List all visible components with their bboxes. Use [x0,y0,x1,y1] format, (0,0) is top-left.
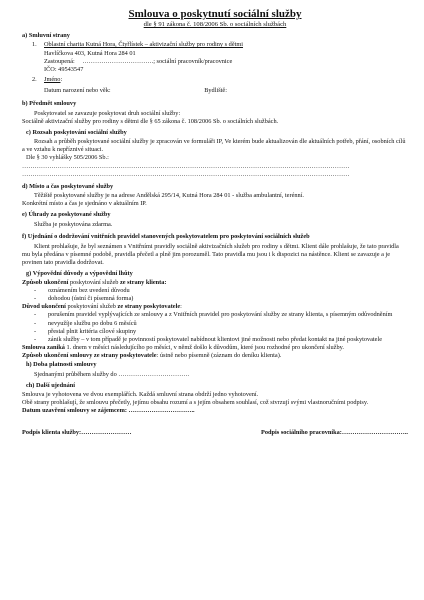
provider-end-method-label: Způsob ukončení smlouvy ze strany poskytovatele [22,352,157,360]
section-f-text: Klient prohlašuje, že byl seznámen s Vnitřními pravidly sociálně aktivizačních služeb pro rodiny s dětmi. Klient dále prohlašuje, že tato pravidla mu byla předána v písemné podobě, pravidla přečetl a plně jim porozuměl. Tato pravidla mu jsou i k dispozici na nástěnce. Klient se zavazuje a je povinen tato pravidla dodržovat. [22,242,399,267]
client-termination-intro [22,279,408,287]
section-a-heading: a) Smluvní strany [22,32,70,40]
contract-termination-label: Smlouva zaniká [22,344,65,352]
document-subtitle: dle § 91 zákona č. 108/2006 Sb. o sociálních službách [143,20,287,28]
party-1-number: 1. [32,41,37,49]
provider-termination-item: - porušením pravidel vyplývajících ze smlouvy a z Vnitřních pravidel pro poskytování služby ze strany klienta, s písemným odůvodněním [34,311,393,319]
residence-label: Bydliště: [204,87,227,95]
provider-end-method-text: : ústně nebo písemně (záznam do deníku klienta). [156,352,282,360]
provider-termination-item-text: porušením pravidel vyplývajících ze smlouvy a z Vnitřních pravidel pro poskytování služby ze strany klienta, s písemným odůvodněním [48,311,393,319]
party-2 [22,76,408,84]
section-h-text: Sjednanými průběhem služby do ……………………………. [34,370,190,378]
party-1-rep-role: sociální pracovník/pracovnice [156,57,233,65]
section-d-heading: d) Místo a čas poskytované služby [22,182,114,190]
provider-termination-intro-a: Důvod ukončení [22,303,66,311]
section-ch-text-1: Smlouva je vyhotovena ve dvou exemplářích. Každá smluvní strana obdrží jedno vyhotovení. [22,390,259,398]
provider-termination-item: - přestal plnit kritéria cílové skupiny [34,327,137,335]
provider-termination-item-text: přestal plnit kritéria cílové skupiny [48,327,137,335]
section-c-dots-1: ………………………………………………………………………………………………………………………………………… [22,162,350,170]
provider-termination-item: - nevyužíje službu po dobu 6 měsíců [34,319,137,327]
provider-termination-item: - zánik služby – v tom případě je povinností poskytovatel nabídnout klientovi jiné možnosti nebo předat kontakt na jiné poskytovatele [34,335,383,343]
party-1 [22,41,408,49]
client-termination-item: - dohodou (ústní či písemná forma) [34,295,134,303]
section-g-heading: g) Výpovědní důvody a výpovědní lhůty [26,269,133,277]
date-of-birth-label: Datum narození nebo věk: [44,87,111,95]
contract-document [22,8,408,438]
section-e-text: Služba je poskytována zdarma. [34,220,113,228]
document-title: Smlouva o poskytnutí sociální služby [128,8,302,20]
party-2-name-label: Jméno [44,76,61,84]
section-d-text-1: Těžiště poskytované služby je na adrese Andělská 295/14, Kutná Hora 284 01 - služba ambulantní, terénní. [34,192,304,200]
contract-date: Datum uzavření smlouvy se zájemcem: ………………………….. [22,407,195,415]
party-1-representative [22,58,408,66]
party-1-address: Havlíčkova 403, Kutná Hora 284 01 [44,49,136,57]
section-b-text-1: Poskytovatel se zavazuje poskytovat druh sociální služby: [34,109,181,117]
section-ch-text-2: Obě strany prohlašují, že smlouvu přečetly, jejímu obsahu rozumí a s jejím obsahem souhlasí, což stvrzují svými vlastnoručními podpisy. [22,399,369,407]
provider-termination-item-text: nevyužíje službu po dobu 6 měsíců [48,319,137,327]
section-f-heading: f) Ujednání o dodržování vnitřních pravidel stanovených poskytovatelem pro poskytování sociálních služeb [22,232,310,240]
party-1-name: Oblastní charita Kutná Hora, Čtyřlístek – aktivizační služby pro rodiny s dětmi [44,41,244,49]
client-termination-intro-a: Způsob ukončení [22,278,69,286]
section-c-dots-2: ………………………………………………………………………………………………………………………………………… [22,170,350,178]
party-1-rep-dots: …………………………….; [82,57,155,65]
section-c-text-1: Rozsah a průběh poskytované sociální služby je zpracován ve formuláři IP, Ve kterém bude aktualizován dle aktuálních potřeb, přání, osobních cílů a ve vztahu k nepříznivé situaci. [22,138,406,154]
section-b-heading: b) Předmět smlouvy [22,100,77,108]
provider-termination-intro-d: : [180,303,182,311]
contract-termination-text: 1. dnem v měsíci následujícího po měsíci, v němž došlo k důvodům, které jsou rozhodné pro ukončení služby. [66,344,344,352]
client-termination-item: - oznámením bez uvedení důvodu [34,286,130,294]
party-2-details [22,87,408,95]
provider-termination-intro [22,303,408,311]
provider-end-method [22,352,408,360]
section-d-text-2: Konkrétní místo a čas je sjednáno v aktuálním IP. [22,200,147,208]
section-ch-heading: ch) Další ujednání [26,381,75,389]
section-h-heading: h) Doba platnosti smlouvy [26,361,97,369]
party-2-number: 2. [32,76,37,84]
section-c-heading: c) Rozsah poskytování sociální služby [26,128,127,136]
client-termination-item-text: dohodou (ústní či písemná forma) [48,295,134,303]
provider-termination-intro-b: poskytování služeb [67,303,116,311]
party-1-ico: IČO: 49543547 [44,65,84,73]
client-termination-item-text: oznámením bez uvedení důvodu [48,286,130,294]
provider-termination-item-text: zánik služby – v tom případě je povinností poskytovatel nabídnout klientovi jiné možnosti nebo předat kontakt na jiné poskytovatele [48,335,383,343]
party-1-rep-label: Zastoupená: [44,57,75,65]
client-termination-intro-b: poskytování služeb [69,278,119,286]
provider-termination-intro-c: ze strany poskytovatele [117,303,181,311]
party-2-name-colon: : [60,76,63,84]
client-signature: Podpis klienta služby:…………………… [22,429,132,437]
section-e-heading: e) Úhrady za poskytované služby [22,211,111,219]
client-termination-intro-c: ze strany klienta: [119,278,167,286]
worker-signature: Podpis sociálního pracovníka:………………………….. [261,429,408,437]
signature-row [22,429,408,437]
section-b-text-2: Sociálně aktivizační služby pro rodiny s dětmi dle § 65 zákona č. 108/2006 Sb. o sociálních službách. [22,117,279,125]
section-c-text-2: Dle § 30 vyhlášky 505/2006 Sb.: [26,154,109,162]
contract-termination [22,344,408,352]
